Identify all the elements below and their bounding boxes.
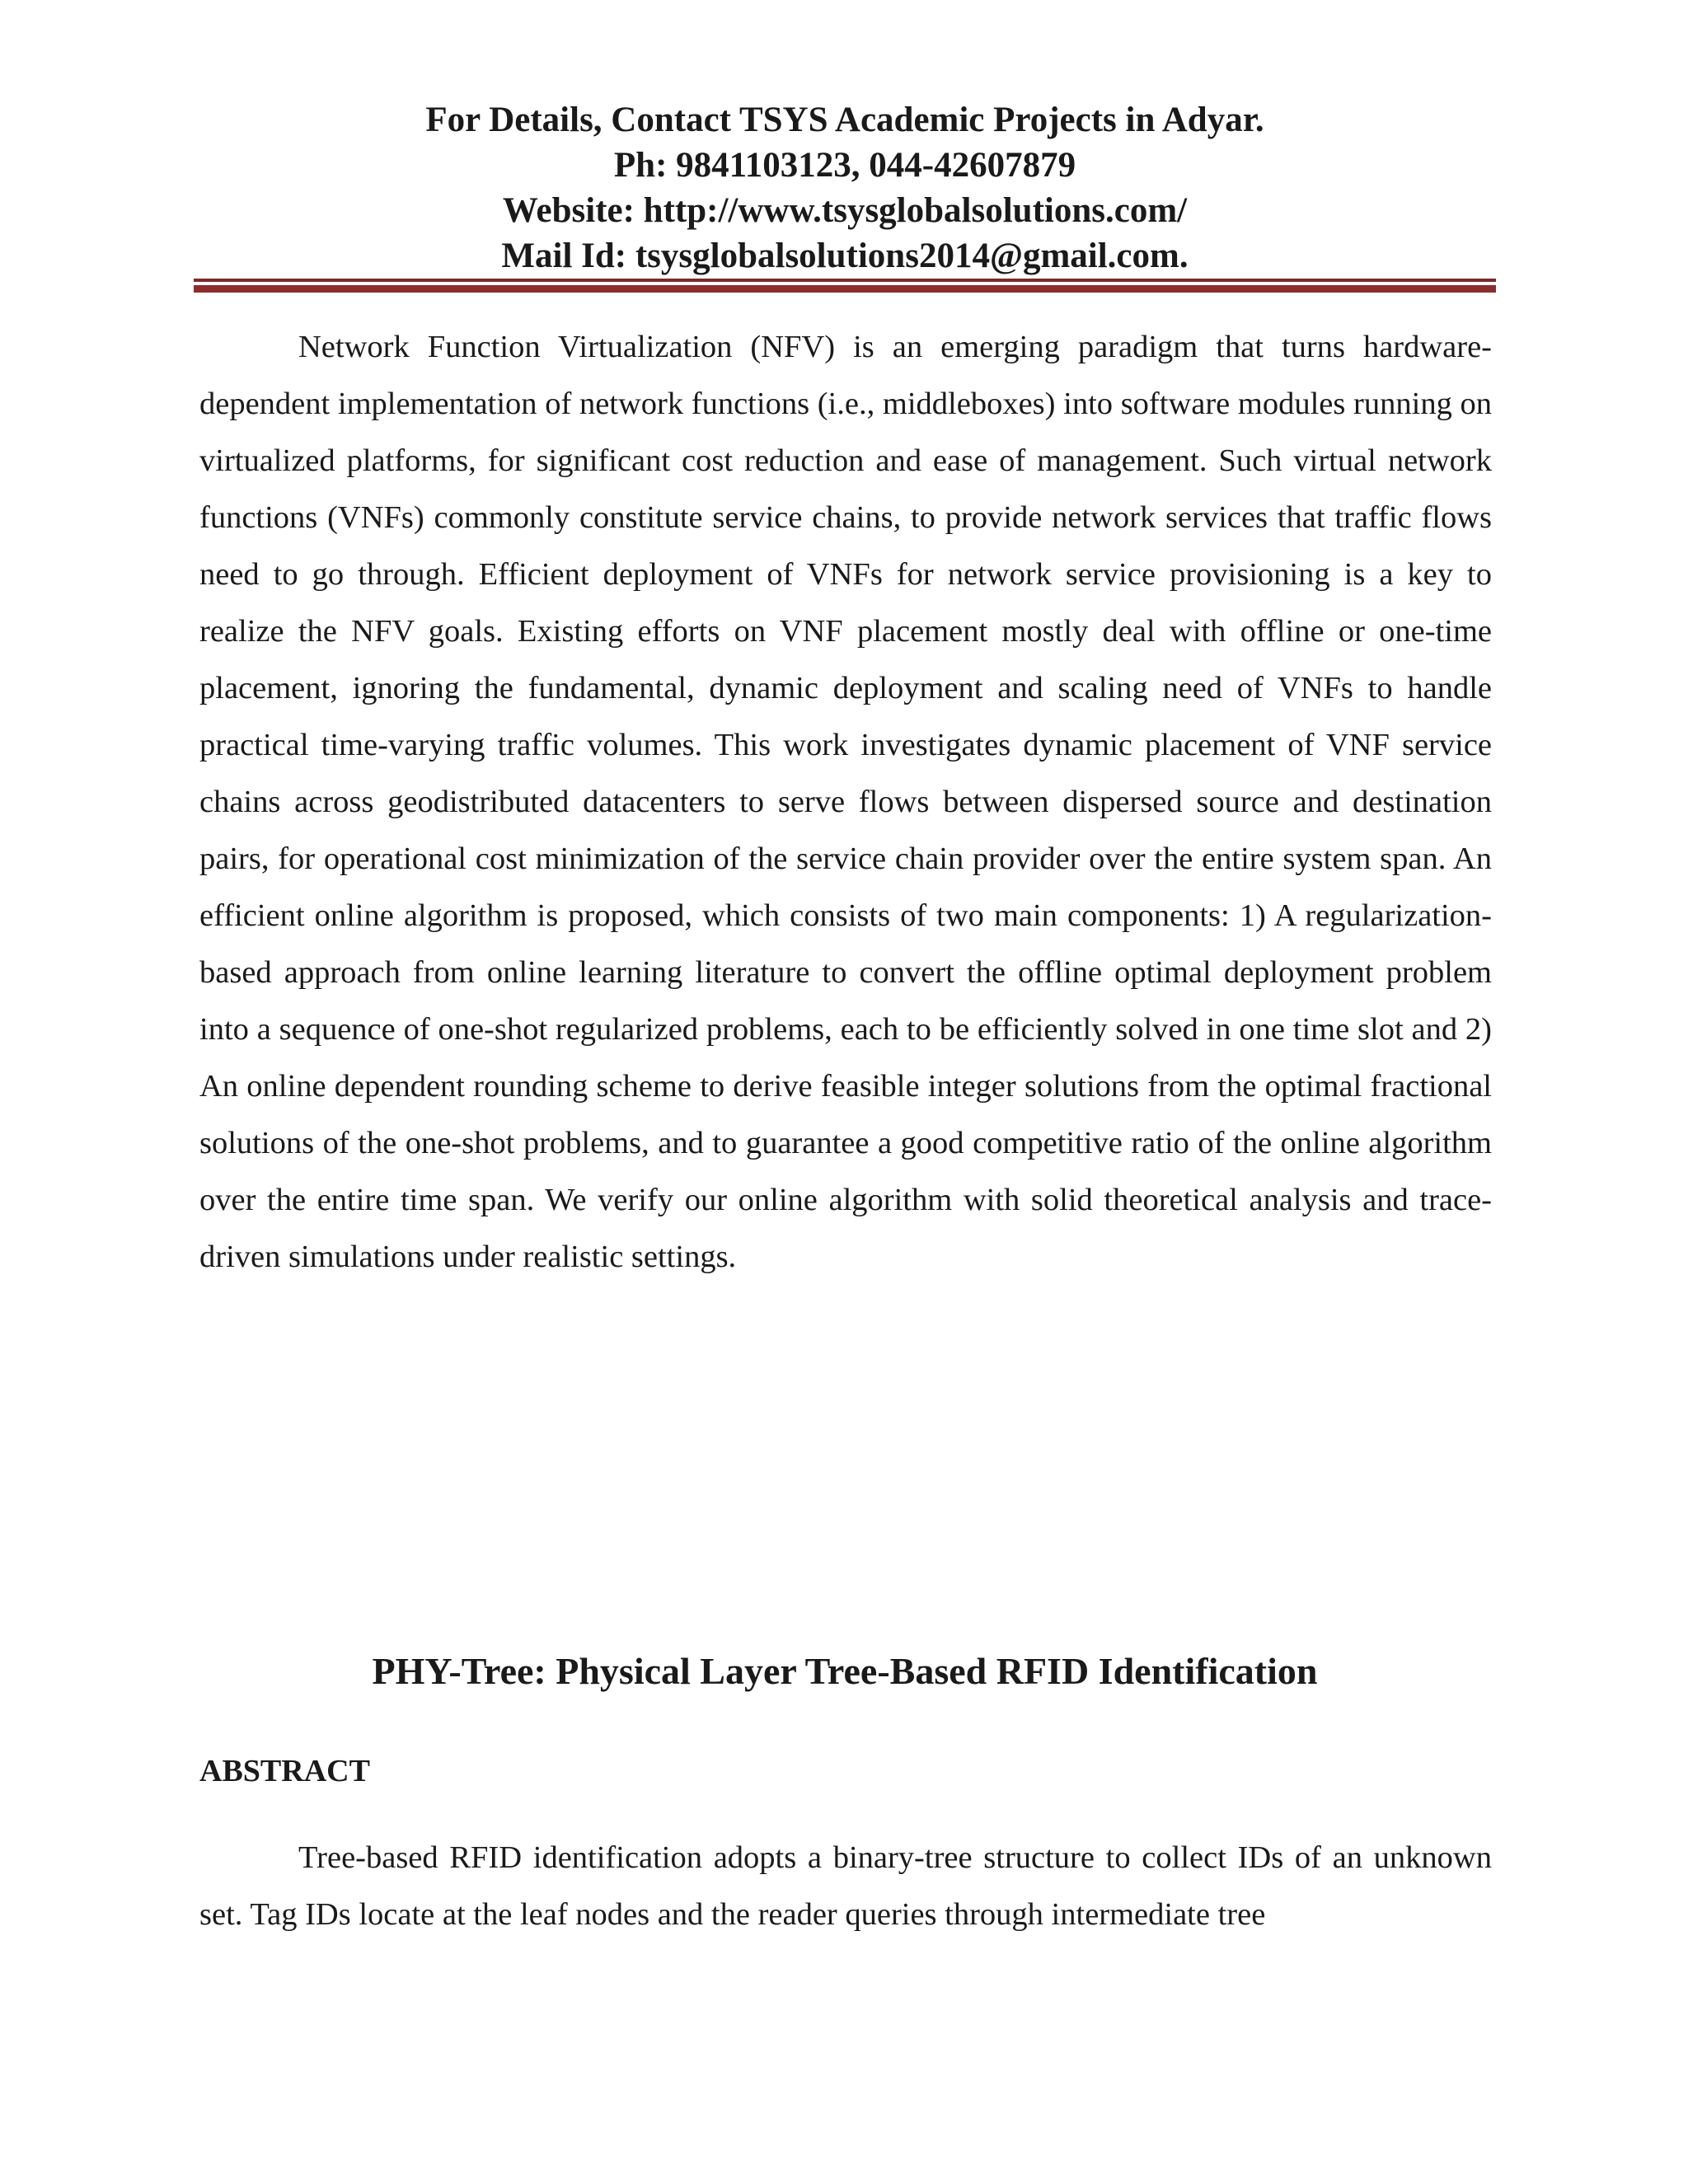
header-divider-thin: [194, 279, 1496, 282]
header-website-line: Website: http://www.tsysglobalsolutions.com/: [502, 191, 1188, 230]
contact-header: [194, 97, 1496, 279]
nfv-abstract-paragraph: Network Function Virtualization (NFV) is an emerging paradigm that turns hardware-dependent implementation of network functions (i.e., middleboxes) into software modules running on virtualized platforms, for significant cost reduction and ease of management. Such virtual network functions (VNFs) commonly constitute service chains, to provide network services that traffic flows need to go through. Efficient deployment of VNFs for network service provisioning is a key to realize the NFV goals. Existing efforts on VNF placement mostly deal with offline or one-time placement, ignoring the fundamental, dynamic deployment and scaling need of VNFs to handle practical time-varying traffic volumes. This work investigates dynamic placement of VNF service chains across geodistributed datacenters to serve flows between dispersed source and destination pairs, for operational cost minimization of the service chain provider over the entire system span. An efficient online algorithm is proposed, which consists of two main components: 1) A regularization-based approach from online learning literature to convert the offline optimal deployment problem into a sequence of one-shot regularized problems, each to be efficiently solved in one time slot and 2) An online dependent rounding scheme to derive feasible integer solutions from the optimal fractional solutions of the one-shot problems, and to guarantee a good competitive ratio of the online algorithm over the entire time span. We verify our online algorithm with solid theoretical analysis and trace-driven simulations under realistic settings.: [199, 330, 1492, 1274]
paper-title: PHY-Tree: Physical Layer Tree-Based RFID Identification: [372, 1650, 1318, 1692]
phy-tree-abstract-paragraph: Tree-based RFID identification adopts a binary-tree structure to collect IDs of an unknown set. Tag IDs locate at the leaf nodes and the reader queries through intermediate tree: [199, 1840, 1492, 1932]
header-contact-line: For Details, Contact TSYS Academic Projects in Adyar.: [425, 101, 1264, 139]
abstract-heading: ABSTRACT: [199, 1754, 370, 1788]
header-phone-line: Ph: 9841103123, 044-42607879: [613, 146, 1076, 185]
header-divider-thick: [194, 285, 1496, 293]
header-email-line: Mail Id: tsysglobalsolutions2014@gmail.com.: [501, 237, 1189, 275]
